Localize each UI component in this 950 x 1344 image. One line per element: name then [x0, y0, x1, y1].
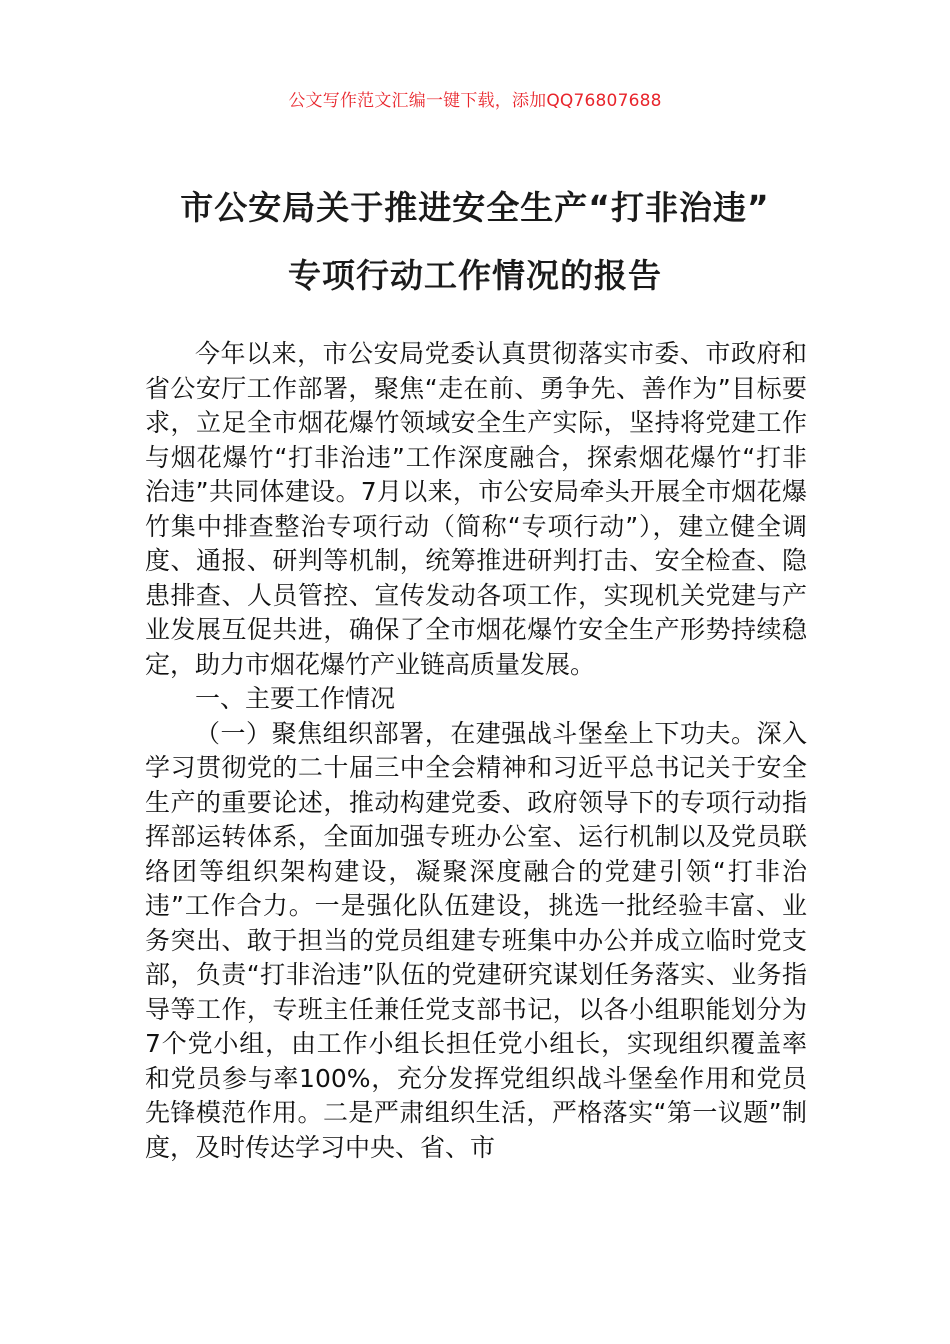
- intro-paragraph: 今年以来，市公安局党委认真贯彻落实市委、市政府和省公安厅工作部署，聚焦“走在前、勇争先、善作为”目标要求，立足全市烟花爆竹领域安全生产实际，坚持将党建工作与烟花爆竹“打非治违”工作深度融合，探索烟花爆竹“打非治违”共同体建设。7月以来，市公安局牵头开展全市烟花爆竹集中排查整治专项行动（简称“专项行动”），建立健全调度、通报、研判等机制，统筹推进研判打击、安全检查、隐患排查、人员管控、宣传发动各项工作，实现机关党建与产业发展互促共进，确保了全市烟花爆竹安全生产形势持续稳定，助力市烟花爆竹产业链高质量发展。: [145, 339, 807, 679]
- document-title-line-1: 市公安局关于推进安全生产“打非治违”: [180, 188, 770, 227]
- document-title-line-2: 专项行动工作情况的报告: [288, 256, 662, 295]
- body-paragraph: （一）聚焦组织部署，在建强战斗堡垒上下功夫。深入学习贯彻党的二十届三中全会精神和习近平总书记关于安全生产的重要论述，推动构建党委、政府领导下的专项行动指挥部运转体系，全面加强专班办公室、运行机制以及党员联络团等组织架构建设，凝聚深度融合的党建引领“打非治违”工作合力。一是强化队伍建设，挑选一批经验丰富、业务突出、敢于担当的党员组建专班集中办公并成立临时党支部，负责“打非治违”队伍的党建研究谋划任务落实、业务指导等工作，专班主任兼任党支部书记，以各小组职能划分为7个党小组，由工作小组长担任党小组长，实现组织覆盖率和党员参与率100%，充分发挥党组织战斗堡垒作用和党员先锋模范作用。二是严肃组织生活，严格落实“第一议题”制度，及时传达学习中央、省、市: [145, 718, 807, 1162]
- download-banner: 公文写作范文汇编一键下载，添加QQ76807688: [288, 91, 662, 111]
- document-body: [145, 337, 807, 1165]
- section-heading: 一、主要工作情况: [195, 684, 396, 713]
